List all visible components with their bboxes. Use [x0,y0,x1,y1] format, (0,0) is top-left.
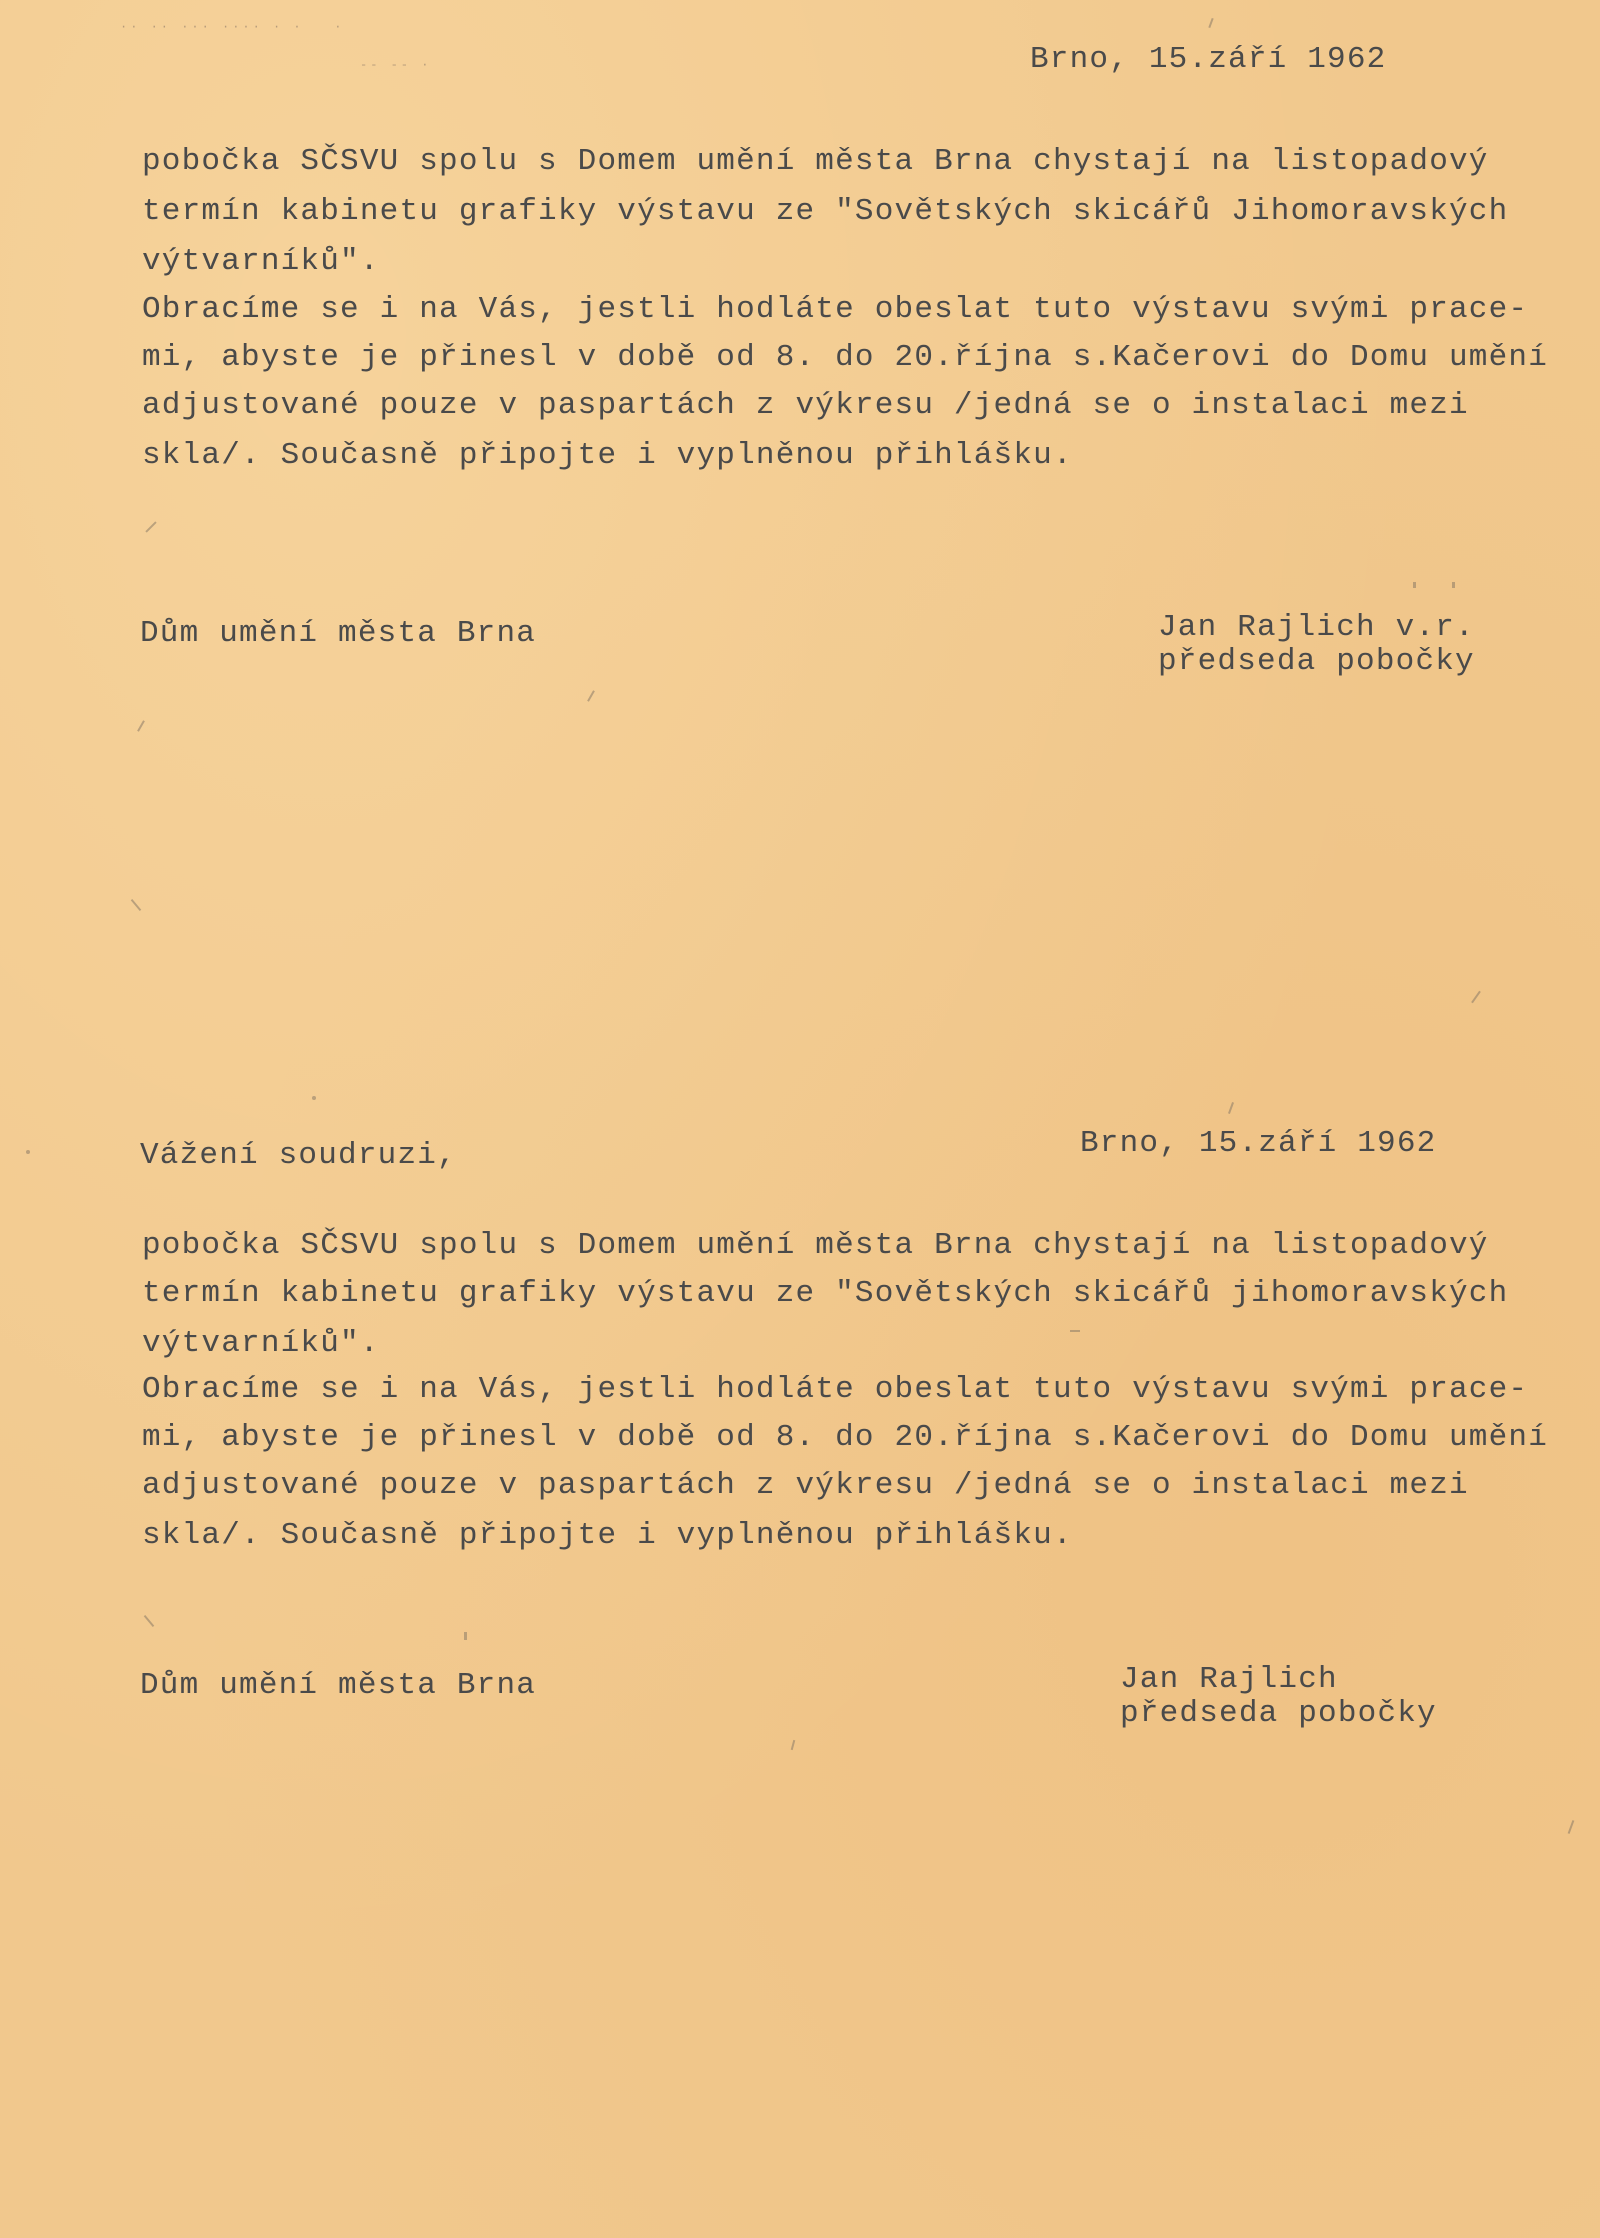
faint-header-marks-2: -- -- · [360,58,432,72]
letter-top-sender: Dům umění města Brna [140,616,537,651]
paper-speck [1228,1102,1234,1114]
letter-top-signatory-name: Jan Rajlich v.r. [1158,610,1475,645]
letter-bottom-signatory-name: Jan Rajlich [1120,1662,1338,1697]
letter-bottom-signatory-title: předseda pobočky [1120,1696,1437,1731]
letter-bottom-body-line-5: mi, abyste je přinesl v době od 8. do 20.října s.Kačerovi do Domu umění [142,1420,1549,1455]
letter-bottom-body-line-1: pobočka SČSVU spolu s Domem umění města Brna chystají na listopadový [142,1228,1489,1263]
letter-bottom-date: Brno, 15.září 1962 [1080,1126,1437,1161]
letter-top-date: Brno, 15.září 1962 [1030,42,1387,77]
paper-speck [1568,1820,1575,1834]
letter-top-body-line-7: skla/. Současně připojte i vyplněnou přihlášku. [142,438,1073,473]
letter-top-body-line-4: Obracíme se i na Vás, jestli hodláte obeslat tuto výstavu svými prace- [142,292,1529,327]
paper-speck [144,1615,155,1627]
paper-speck [145,521,156,532]
letter-top-body-line-5: mi, abyste je přinesl v době od 8. do 20.října s.Kačerovi do Domu umění [142,340,1549,375]
letter-bottom-salutation: Vážení soudruzi, [140,1138,457,1173]
letter-top-body-line-1: pobočka SČSVU spolu s Domem umění města Brna chystají na listopadový [142,144,1489,179]
letter-bottom-body-line-2: termín kabinetu grafiky výstavu ze "Sovětských skicářů jihomoravských [142,1276,1509,1311]
letter-bottom-sender: Dům umění města Brna [140,1668,537,1703]
paper-speck [1208,18,1213,28]
paper-speck [26,1150,30,1154]
paper-speck [1413,582,1416,588]
paper-speck [1452,582,1455,588]
paper-speck [1471,991,1481,1004]
letter-bottom-body-line-6: adjustované pouze v paspartách z výkresu /jedná se o instalaci mezi [142,1468,1469,1503]
paper-speck [312,1096,316,1100]
paper-speck [791,1740,796,1750]
paper-speck [464,1632,467,1640]
letter-bottom-body-line-3: výtvarníků". [142,1326,380,1361]
paper-speck [131,899,142,911]
letter-bottom-body-line-7: skla/. Současně připojte i vyplněnou přihlášku. [142,1518,1073,1553]
paper-speck [587,690,595,701]
letter-top-body-line-3: výtvarníků". [142,244,380,279]
letter-bottom-body-line-4: Obracíme se i na Vás, jestli hodláte obeslat tuto výstavu svými prace- [142,1372,1529,1407]
paper-speck [137,720,145,731]
letter-top-body-line-6: adjustované pouze v paspartách z výkresu /jedná se o instalaci mezi [142,388,1469,423]
letter-top-body-line-2: termín kabinetu grafiky výstavu ze "Sovětských skicářů Jihomoravských [142,194,1509,229]
letter-top-signatory-title: předseda pobočky [1158,644,1475,679]
faint-header-marks: ·· ·· ··· ···· · · · [120,20,345,34]
paper-speck [1070,1330,1080,1332]
